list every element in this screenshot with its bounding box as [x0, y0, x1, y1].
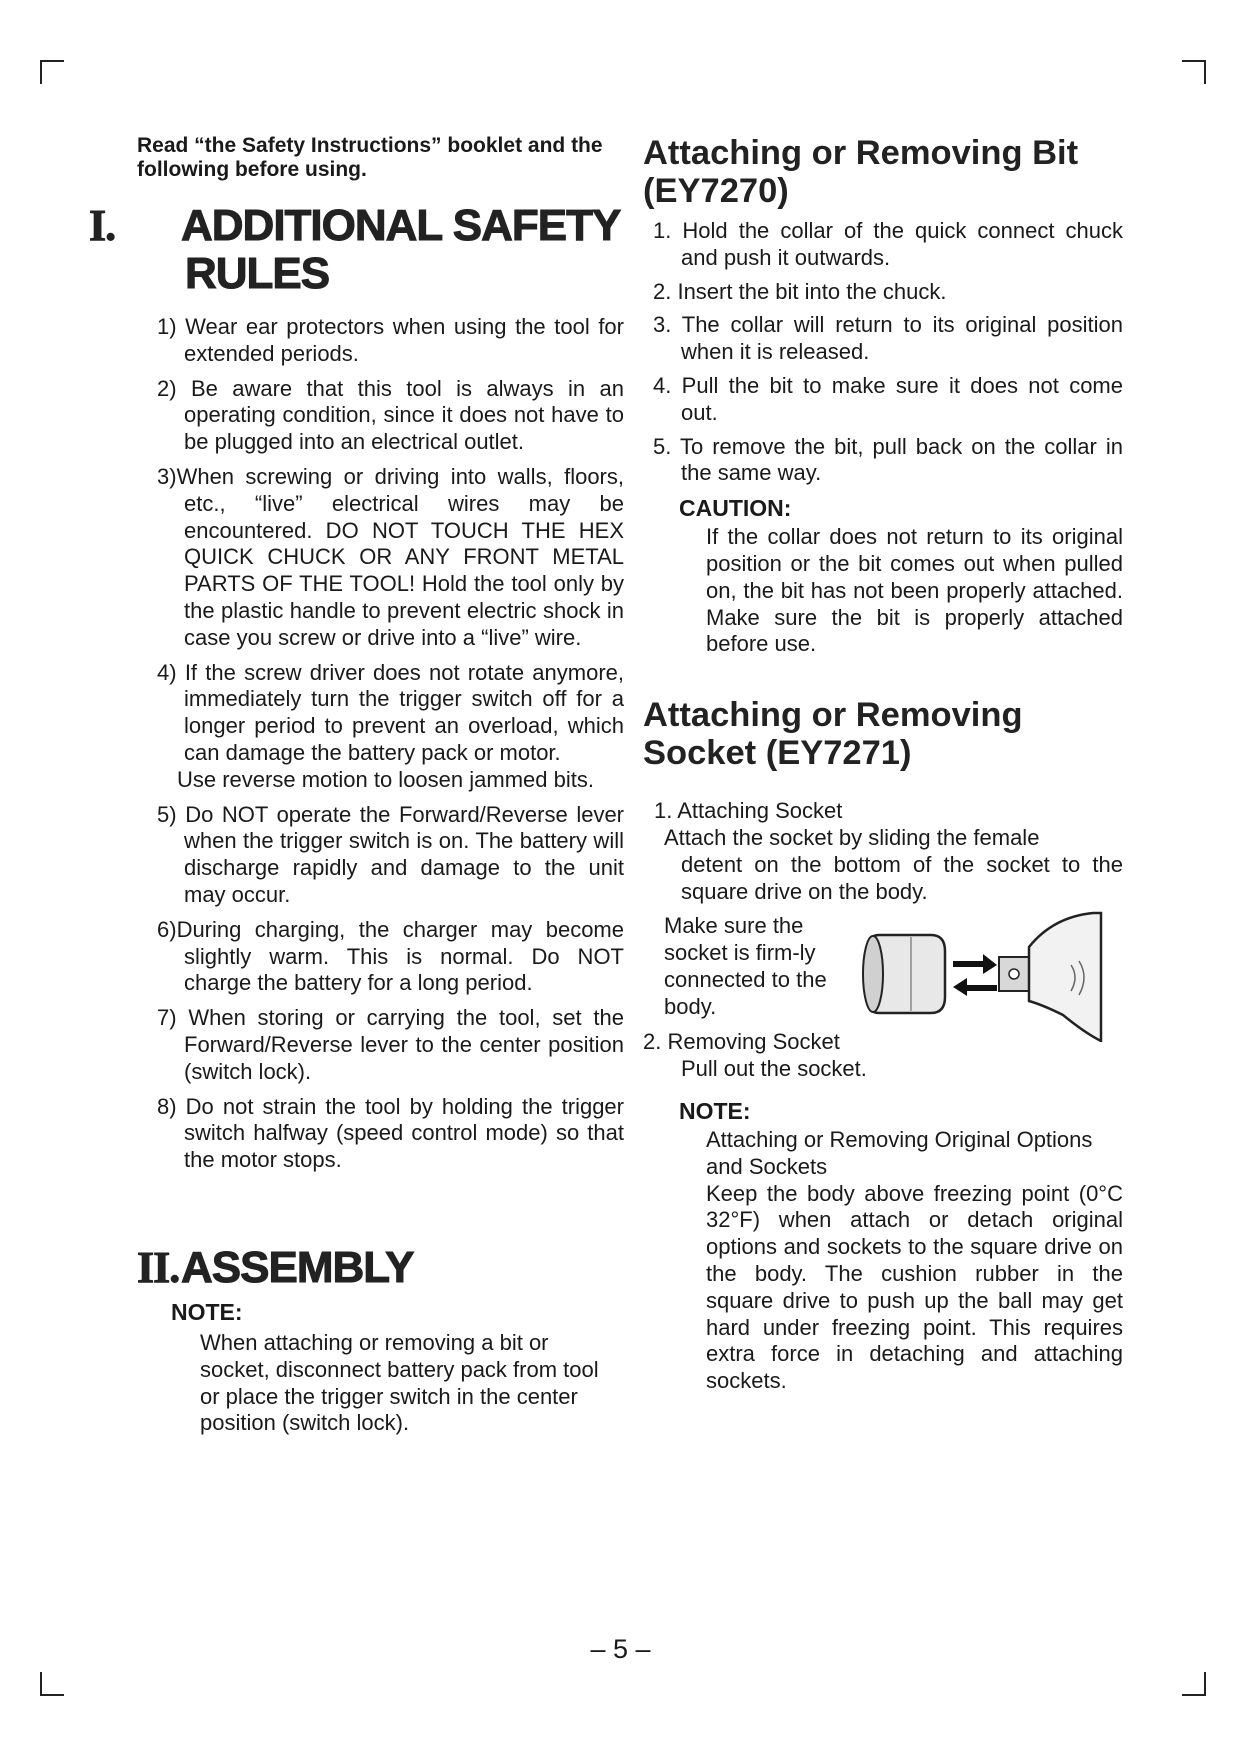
list-item: 5. To remove the bit, pull back on the collar in the same way. [653, 433, 1123, 486]
list-item: 3)When screwing or driving into walls, floors, etc., “live” electrical wires may be encountered. DO NOT TOUCH THE HEX QUICK CHUCK OR ANY FRONT METAL PARTS OF THE TOOL! Hold the tool only by the plastic handle to prevent electric shock in case you screw or drive into a “live” wire. [157, 463, 624, 650]
assembly-note-text: When attaching or removing a bit or socket, disconnect battery pack from tool or place the trigger switch in the center position (switch lock). [200, 1329, 599, 1436]
socket-note-line-2: Keep the body above freezing point (0°C 32°F) when attach or detach original options and sockets to the square drive on the body. The cushion rubber in the square drive to push up the ball may get hard under freezing point. This requires extra force in detaching and attaching sockets. [706, 1180, 1123, 1394]
socket-end [863, 936, 883, 1012]
assembly-note-label: NOTE: [171, 1298, 243, 1325]
section-2-title: ASSEMBLY [181, 1242, 414, 1292]
socket-step-1-title: 1. Attaching Socket [654, 798, 843, 824]
list-item: 8) Do not strain the tool by holding the trigger switch halfway (speed control mode) so that the motor stops. [157, 1093, 624, 1173]
page-number: – 5 – [590, 1634, 651, 1664]
list-item: 1) Wear ear protectors when using the tool for extended periods. [157, 314, 624, 366]
tool-body [1029, 913, 1101, 1041]
socket-heading: Attaching or Removing Socket (EY7271) [643, 696, 1023, 773]
detent-ball [1009, 969, 1019, 979]
socket-note-line-1: Attaching or Removing Original Options and Sockets [706, 1126, 1093, 1179]
list-item: 2. Insert the bit into the chuck. [653, 278, 947, 304]
list-item: 1. Hold the collar of the quick connect chuck and push it outwards. [653, 218, 1123, 270]
socket-step-2-title: 2. Removing Socket [643, 1029, 840, 1055]
list-item: 5) Do NOT operate the Forward/Reverse lever when the trigger switch is on. The battery will discharge rapidly and damage to the unit may occur. [157, 801, 624, 907]
section-1-title: ADDITIONAL SAFETY RULES [181, 201, 620, 298]
list-item: 2) Be aware that this tool is always in an operating condition, since it does not have to be plugged into an electrical outlet. [157, 375, 624, 455]
list-item: 7) When storing or carrying the tool, set the Forward/Reverse lever to the center position (switch lock). [157, 1005, 624, 1084]
safety-rules-list [137, 314, 624, 1174]
list-item: 4) If the screw driver does not rotate anymore, immediately turn the trigger switch off for a longer period to prevent an overload, which can damage the battery pack or motor. Use reverse motion to loosen jammed bits. [157, 659, 624, 792]
list-item: 6)During charging, the charger may become slightly warm. This is normal. Do NOT charge the battery for a long period. [157, 916, 624, 996]
socket-note-label: NOTE: [679, 1097, 751, 1124]
socket-step-2-text: Pull out the socket. [681, 1056, 867, 1082]
arrow-right-icon [953, 954, 997, 974]
crop-mark-bottom-left [40, 1672, 64, 1696]
list-item: 3. The collar will return to its original position when it is released. [653, 312, 1123, 365]
right-column [643, 134, 1123, 1395]
list-item-extra: Use reverse motion to loosen jammed bits. [177, 766, 594, 792]
section-1-heading [89, 201, 624, 298]
socket-steps [643, 798, 1123, 1395]
bit-steps-list [643, 218, 1123, 487]
figure-caption: Make sure the socket is firm-ly connected to the body. [664, 913, 827, 1019]
socket-attach-figure [853, 907, 1103, 1042]
list-item: 4. Pull the bit to make sure it does not come out. [653, 372, 1123, 425]
left-column [89, 134, 624, 1437]
caution-text: If the collar does not return to its original position or the bit comes out when pulled on, the bit has not been properly attached. Make sure the bit is properly attached before use. [706, 524, 1123, 657]
arrow-left-icon [953, 978, 997, 996]
socket-step-1-line: Attach the socket by sliding the female [664, 824, 1040, 850]
crop-mark-top-right [1182, 60, 1206, 84]
crop-mark-bottom-right [1182, 1672, 1206, 1696]
intro-text: Read “the Safety Instructions” booklet and the following before using. [137, 134, 603, 181]
section-2-number: II. [137, 1242, 180, 1292]
section-2-heading [137, 1244, 624, 1292]
caution-label: CAUTION: [679, 495, 792, 522]
socket-figure-row [643, 913, 1123, 1023]
crop-mark-top-left [40, 60, 64, 84]
section-1-number: I. [89, 201, 116, 250]
bit-heading: Attaching or Removing Bit (EY7270) [643, 134, 1079, 210]
socket-step-1-text: detent on the bottom of the socket to the square drive on the body. [681, 851, 1123, 904]
